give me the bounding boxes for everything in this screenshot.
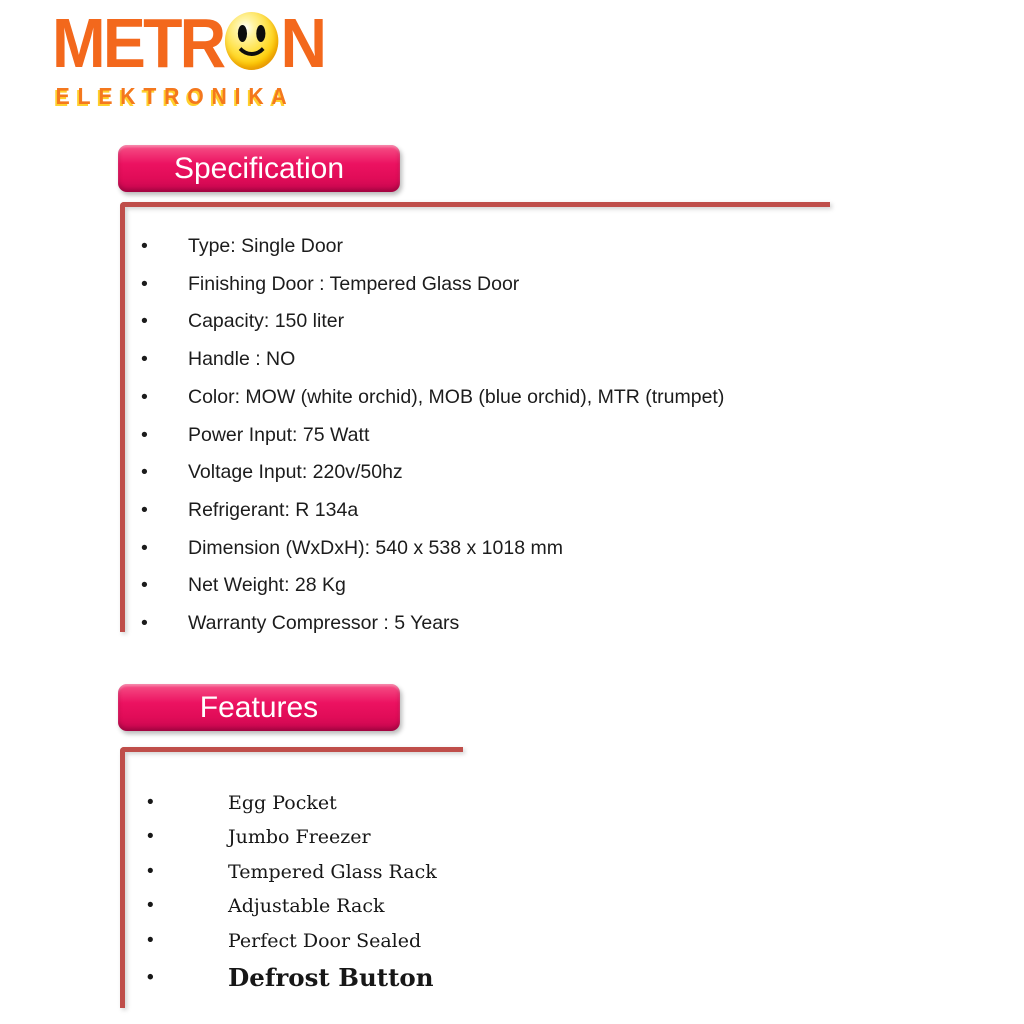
specification-header bbox=[118, 145, 400, 192]
brand-name bbox=[52, 4, 325, 82]
feature-item: • Tempered Glass Rack bbox=[147, 855, 437, 889]
brand-logo bbox=[52, 4, 325, 110]
feature-item-defrost-button: • Defrost Button bbox=[147, 958, 437, 998]
spec-item: • Color: MOW (white orchid), MOB (blue orchid), MTR (trumpet) bbox=[141, 379, 724, 417]
spec-item: • Capacity: 150 liter bbox=[141, 303, 724, 341]
brand-name-prefix: METR bbox=[52, 4, 224, 82]
features-header bbox=[118, 684, 400, 731]
spec-item: • Warranty Compressor : 5 Years bbox=[141, 605, 724, 643]
specification-list bbox=[141, 228, 724, 643]
spec-item: • Finishing Door : Tempered Glass Door bbox=[141, 266, 724, 304]
features-list bbox=[147, 786, 437, 998]
spec-item: • Refrigerant: R 134a bbox=[141, 492, 724, 530]
spec-item: • Handle : NO bbox=[141, 341, 724, 379]
smiley-mouth bbox=[234, 14, 271, 56]
features-title: Features bbox=[199, 690, 319, 724]
spec-item: • Type: Single Door bbox=[141, 228, 724, 266]
feature-item: • Perfect Door Sealed bbox=[147, 924, 437, 958]
feature-item: • Adjustable Rack bbox=[147, 889, 437, 923]
brand-name-suffix: N bbox=[280, 4, 325, 82]
specification-title: Specification bbox=[173, 151, 345, 185]
feature-item: • Jumbo Freezer bbox=[147, 820, 437, 854]
spec-item: • Voltage Input: 220v/50hz bbox=[141, 454, 724, 492]
brand-subtitle: ELEKTRONIKA bbox=[55, 83, 295, 109]
spec-item: • Dimension (WxDxH): 540 x 538 x 1018 mm bbox=[141, 530, 724, 568]
feature-item: • Egg Pocket bbox=[147, 786, 437, 820]
smiley-face-icon bbox=[225, 12, 278, 70]
spec-item: • Power Input: 75 Watt bbox=[141, 417, 724, 455]
spec-item: • Net Weight: 28 Kg bbox=[141, 567, 724, 605]
